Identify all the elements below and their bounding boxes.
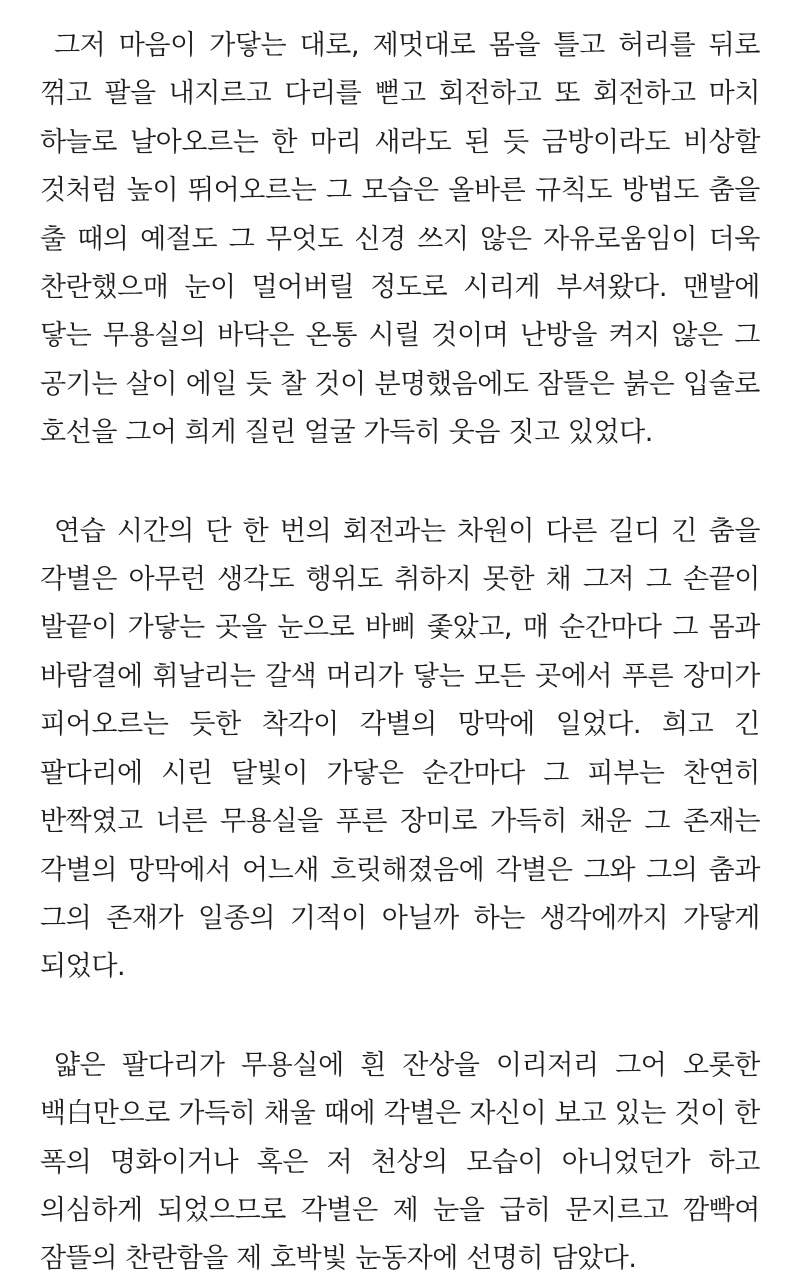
paragraph-3: 얇은 팔다리가 무용실에 흰 잔상을 이리저리 그어 오롯한 백白만으로 가득히 채울 때에 각별은 자신이 보고 있는 것이 한 폭의 명화이거나 혹은 저 천상의 모습이 아니었던가 하고 의심하게 되었으므로 각별은 제 눈을 급히 문지르고 깜빡여 잠뜰의 찬란함을 제 호박빛 눈동자에 선명히 담았다. (40, 1049, 760, 1275)
paragraph-1: 그저 마음이 가닿는 대로, 제멋대로 몸을 틀고 허리를 뒤로 꺾고 팔을 내지르고 다리를 뻗고 회전하고 또 회전하고 마치 하늘로 날아오르는 한 마리 새라도 된 듯 금방이라도 비상할 것처럼 높이 뛰어오르는 그 모습은 올바른 규칙도 방법도 춤을 출 때의 예절도 그 무엇도 신경 쓰지 않은 자유로움임이 더욱 찬란했으매 눈이 멀어버릴 정도로 시리게 부셔왔다. 맨발에 닿는 무용실의 바닥은 온통 시릴 것이며 난방을 켜지 않은 그 공기는 살이 에일 듯 찰 것이 분명했음에도 잠뜰은 붉은 입술로 호선을 그어 희게 질린 얼굴 가득히 웃음 짓고 있었다. (40, 30, 760, 449)
paragraph-2: 연습 시간의 단 한 번의 회전과는 차원이 다른 길디 긴 춤을 각별은 아무런 생각도 행위도 취하지 못한 채 그저 그 손끝이 발끝이 가닿는 곳을 눈으로 바삐 좇았고, 매 순간마다 그 몸과 바람결에 휘날리는 갈색 머리가 닿는 모든 곳에서 푸른 장미가 피어오르는 듯한 착각이 각별의 망막에 일었다. 희고 긴 팔다리에 시린 달빛이 가닿은 순간마다 그 피부는 찬연히 반짝였고 너른 무용실을 푸른 장미로 가득히 채운 그 존재는 각별의 망막에서 어느새 흐릿해졌음에 각별은 그와 그의 춤과 그의 존재가 일종의 기적이 아닐까 하는 생각에까지 가닿게 되었다. (40, 515, 760, 983)
